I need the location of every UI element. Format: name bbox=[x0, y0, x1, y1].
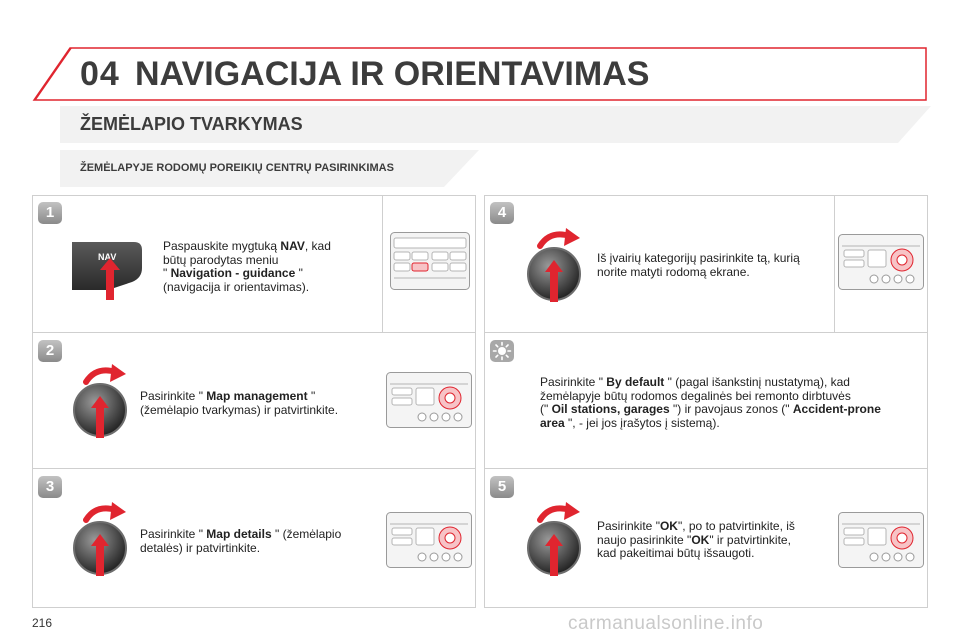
bold-term: Navigation - guidance bbox=[170, 266, 296, 280]
step2-knob-illustration bbox=[70, 362, 134, 440]
text-run: (žemėlapio tvarkymas) ir patvirtinkite. bbox=[140, 402, 339, 417]
text-run: Pasirinkite " bbox=[597, 519, 660, 533]
text-run: " (pagal išankstinį nustatymą), kad bbox=[664, 375, 850, 389]
step5-radio-panel-image bbox=[838, 512, 924, 568]
subsection-title: ŽEMĖLAPYJE RODOMŲ POREIKIŲ CENTRŲ PASIRINKIMAS bbox=[80, 162, 394, 174]
text-run: detalės) ir patvirtinkite. bbox=[140, 540, 261, 555]
text-run: " bbox=[163, 266, 171, 280]
step4-text bbox=[597, 252, 832, 279]
nav-button-illustration bbox=[68, 238, 158, 302]
text-run: kad pakeitimai būtų išsaugoti. bbox=[597, 546, 755, 560]
left-divider-2 bbox=[32, 468, 476, 469]
text-run: Iš įvairių kategorijų pasirinkite tą, kurią bbox=[597, 251, 800, 265]
page-number: 216 bbox=[32, 616, 53, 630]
step3-text bbox=[140, 528, 380, 555]
text-run: žemėlapyje būtų rodomos degalinės bei remonto dirbtuvės bbox=[540, 388, 851, 403]
step5-text bbox=[597, 520, 832, 561]
tip-text bbox=[540, 376, 920, 430]
text-run: ", - jei jos įrašytos į sistemą). bbox=[564, 415, 720, 430]
bold-term: NAV bbox=[280, 239, 305, 253]
text-run: (" bbox=[540, 402, 552, 416]
tip-sun-icon bbox=[490, 340, 514, 362]
text-run: (navigacija ir orientavimas). bbox=[163, 279, 310, 294]
step5-knob-illustration bbox=[524, 500, 588, 578]
step1-text bbox=[163, 240, 378, 294]
text-run: Pasirinkite " bbox=[540, 375, 607, 389]
step-badge-3: 3 bbox=[38, 476, 62, 498]
watermark: carmanualsonline.info bbox=[568, 613, 764, 634]
text-run: , kad bbox=[304, 239, 331, 253]
step2-radio-panel-image bbox=[386, 372, 472, 428]
step2-text bbox=[140, 390, 380, 417]
bold-term: Oil stations, garages bbox=[551, 402, 670, 416]
step3-knob-illustration bbox=[70, 500, 134, 578]
left-divider-1 bbox=[32, 332, 476, 333]
text-run: ") ir pavojaus zonos (" bbox=[669, 402, 793, 416]
nav-button-label: NAV bbox=[98, 252, 117, 262]
bold-term: By default bbox=[606, 375, 665, 389]
step4-radio-panel-image bbox=[838, 234, 924, 290]
step-badge-1: 1 bbox=[38, 202, 62, 224]
text-run: naujo pasirinkite " bbox=[597, 532, 692, 547]
step-badge-2: 2 bbox=[38, 340, 62, 362]
text-run: " (žemėlapio bbox=[271, 527, 342, 541]
step1-radio-panel-image bbox=[390, 232, 470, 290]
text-run: " bbox=[307, 389, 316, 403]
text-run: Paspauskite mygtuką bbox=[163, 239, 281, 253]
step-badge-4: 4 bbox=[490, 202, 514, 224]
chapter-number: 04 bbox=[80, 55, 120, 93]
step1-image-divider bbox=[382, 196, 383, 332]
step-badge-5: 5 bbox=[490, 476, 514, 498]
text-run: Pasirinkite " bbox=[140, 389, 207, 403]
bold-term: Map management bbox=[206, 389, 308, 403]
step4-image-divider bbox=[834, 196, 835, 332]
text-run: Pasirinkite " bbox=[140, 527, 207, 541]
text-run: " bbox=[295, 266, 303, 280]
step4-knob-illustration bbox=[524, 226, 588, 304]
text-run: būtų parodytas meniu bbox=[163, 252, 279, 267]
bold-term: area bbox=[540, 415, 565, 430]
bold-term: OK bbox=[691, 532, 710, 547]
text-run: ", po to patvirtinkite, iš bbox=[677, 519, 795, 533]
bold-term: OK bbox=[659, 519, 678, 533]
section-title: ŽEMĖLAPIO TVARKYMAS bbox=[80, 114, 303, 134]
bold-term: Accident-prone bbox=[792, 402, 881, 416]
right-divider-1 bbox=[484, 332, 928, 333]
text-run: norite matyti rodomą ekrane. bbox=[597, 264, 750, 279]
chapter-title: NAVIGACIJA IR ORIENTAVIMAS bbox=[135, 55, 650, 93]
bold-term: Map details bbox=[206, 527, 272, 541]
step3-radio-panel-image bbox=[386, 512, 472, 568]
right-divider-2 bbox=[484, 468, 928, 469]
text-run: " ir patvirtinkite, bbox=[709, 532, 791, 547]
